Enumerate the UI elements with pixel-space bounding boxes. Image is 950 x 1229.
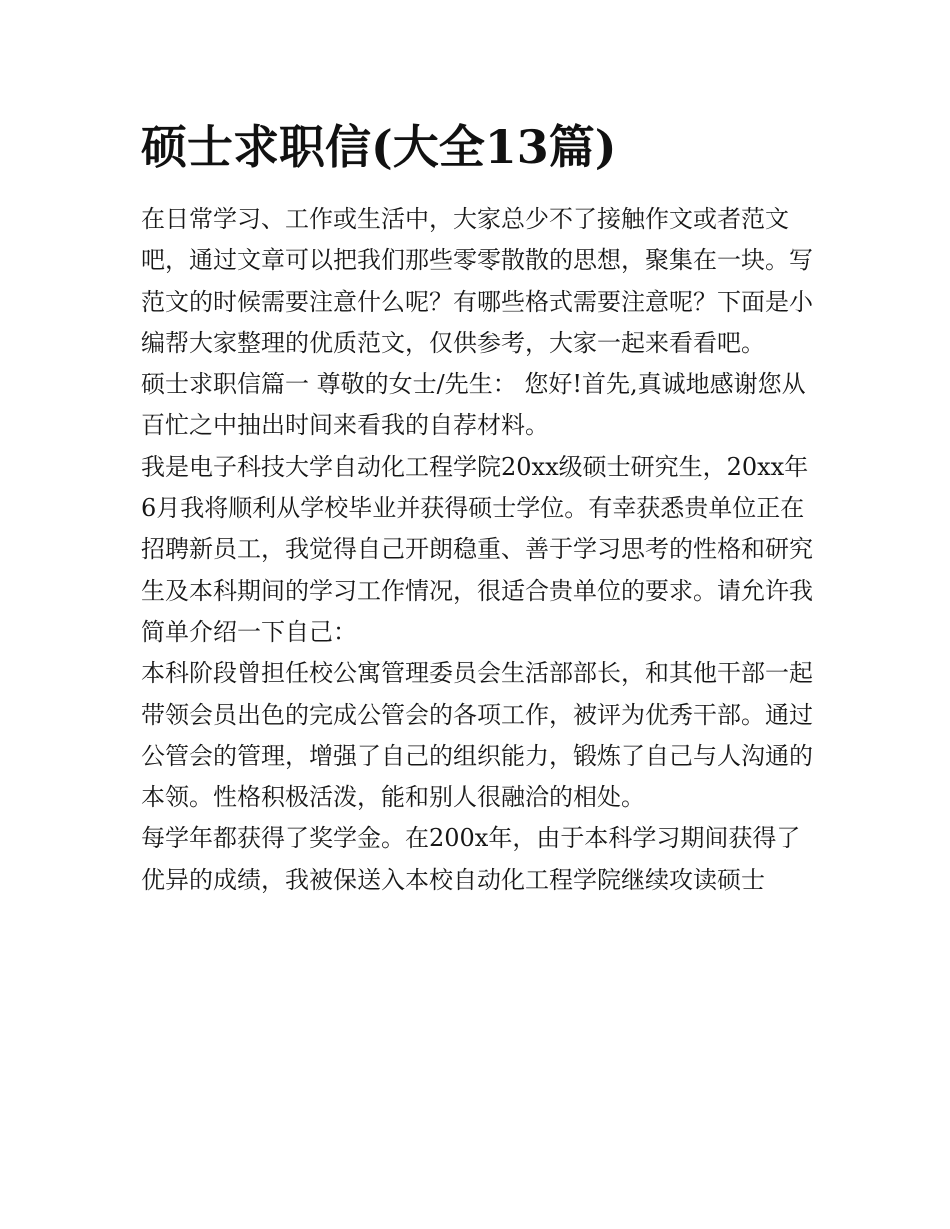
paragraph-self-introduction: 我是电子科技大学自动化工程学院20xx级硕士研究生，20xx年6月我将顺利从学校毕业并获得硕士学位。有幸获悉贵单位正在招聘新员工，我觉得自己开朗稳重、善于学习思考的性格和研究生及本科期间的学习工作情况，很适合贵单位的要求。请允许我简单介绍一下自己：: [141, 452, 813, 646]
paragraph-greeting: 硕士求职信篇一 尊敬的女士/先生： 您好!首先,真诚地感谢您从百忙之中抽出时间来看我的自荐材料。: [141, 370, 806, 440]
document-content: [141, 116, 816, 901]
document-body: [141, 199, 816, 901]
paragraph-intro: 在日常学习、工作或生活中，大家总少不了接触作文或者范文吧，通过文章可以把我们那些零零散散的思想，聚集在一块。写范文的时候需要注意什么呢？有哪些格式需要注意呢？下面是小编帮大家整理的优质范文，仅供参考，大家一起来看看吧。: [141, 205, 813, 357]
document-title: 硕士求职信(大全13篇): [141, 120, 617, 174]
paragraph-scholarship: 每学年都获得了奖学金。在200x年，由于本科学习期间获得了优异的成绩，我被保送入本校自动化工程学院继续攻读硕士: [141, 824, 801, 894]
paragraph-undergraduate-experience: 本科阶段曾担任校公寓管理委员会生活部部长，和其他干部一起带领会员出色的完成公管会的各项工作，被评为优秀干部。通过公管会的管理，增强了自己的组织能力，锻炼了自己与人沟通的本领。性格积极活泼，能和别人很融洽的相处。: [141, 659, 813, 812]
